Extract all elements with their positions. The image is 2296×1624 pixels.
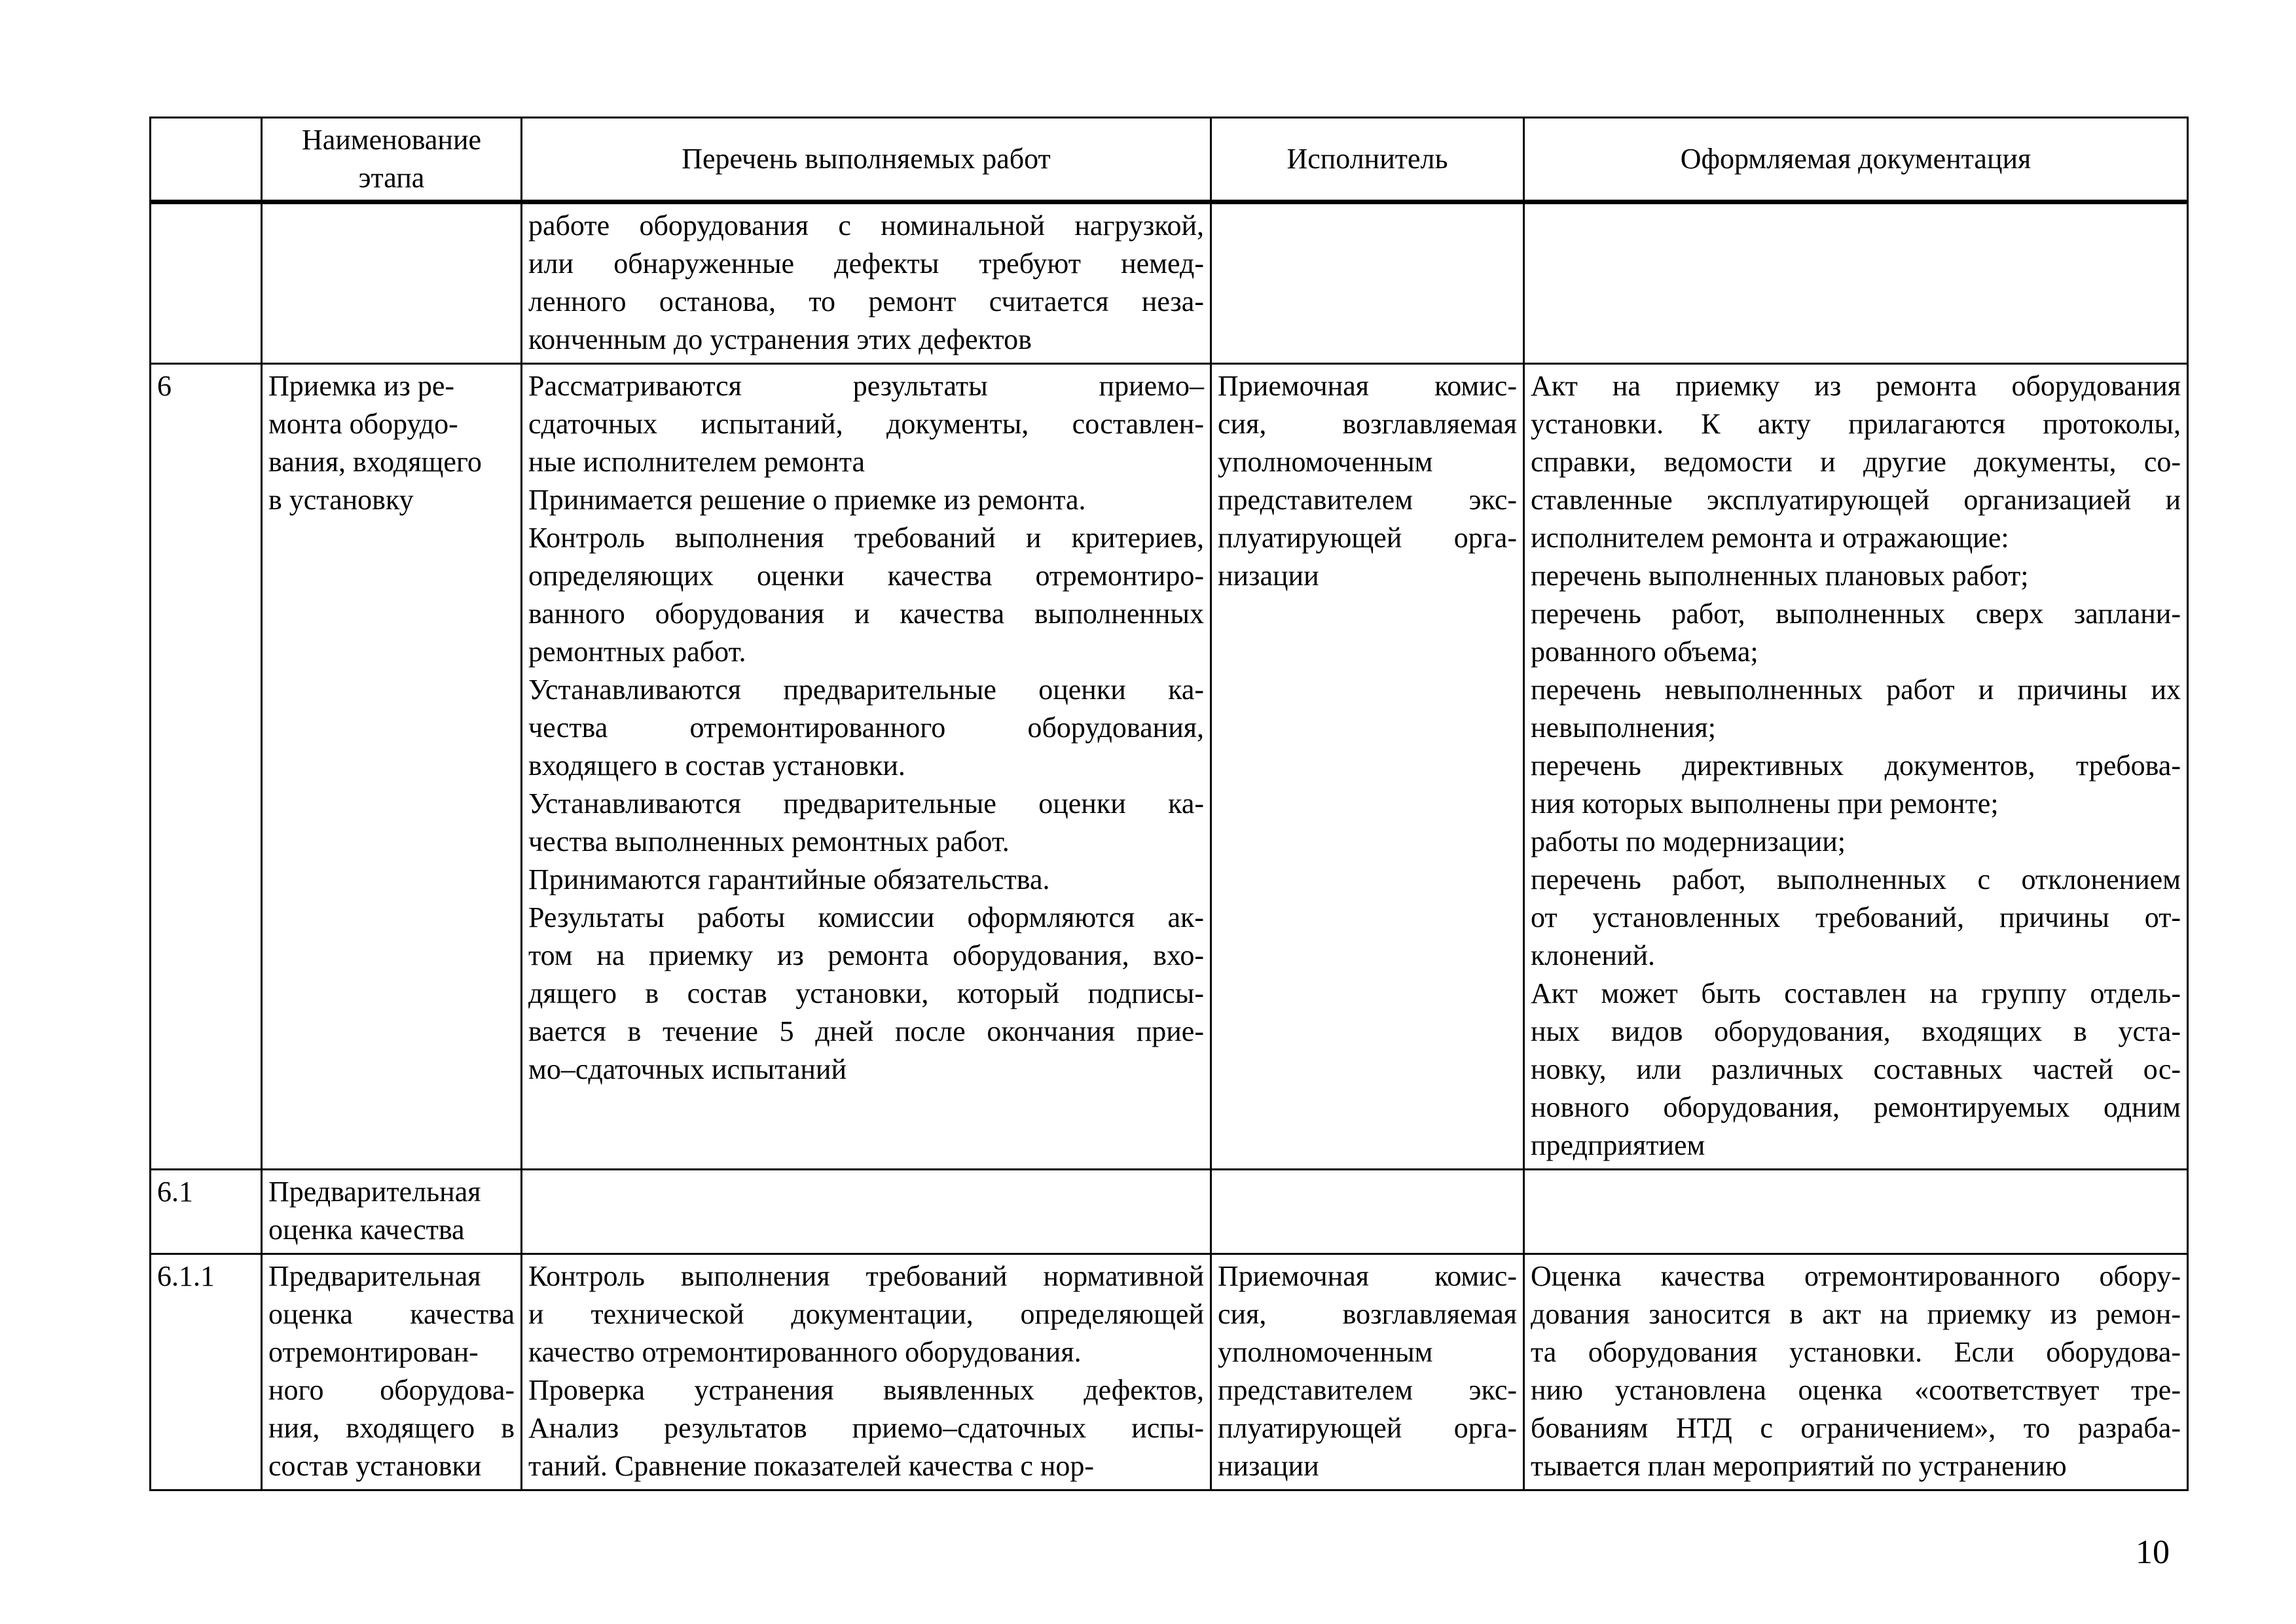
cell-works-list — [522, 1254, 1211, 1490]
table-row — [151, 1254, 2188, 1490]
cell-stage-name-line: оценка качества — [268, 1214, 465, 1246]
cell-works-list-line: качество отремонтированного оборудования. — [528, 1336, 1082, 1368]
cell-documentation-line: перечень работ, выполненных с отклонением — [1531, 863, 2181, 895]
cell-number: 6 — [151, 364, 262, 1170]
cell-documentation-line: рованного объема; — [1531, 636, 1758, 668]
cell-works-list — [522, 1170, 1211, 1254]
cell-documentation-line: перечень директивных документов, требова- — [1531, 749, 2181, 782]
header-stage-name-text: Наименование этапа — [301, 124, 482, 194]
cell-stage-name-line: Предварительная — [268, 1176, 481, 1208]
cell-stage-name-line: в установку — [268, 484, 414, 516]
cell-executor-line: уполномоченным — [1218, 1336, 1433, 1368]
cell-documentation-line: невыполнения; — [1531, 712, 1716, 744]
table-row — [151, 202, 2188, 364]
cell-documentation — [1524, 1254, 2188, 1490]
cell-documentation-line: ных видов оборудования, входящих в уста- — [1531, 1015, 2181, 1047]
cell-stage-name — [262, 202, 522, 364]
table-row — [151, 364, 2188, 1170]
cell-executor-line: Приемочная комис- — [1218, 1260, 1517, 1292]
cell-works-list-line: Анализ результатов приемо–сдаточных испы- — [528, 1412, 1204, 1444]
cell-executor — [1211, 1254, 1524, 1490]
cell-works-list-line: ные исполнителем ремонта — [528, 446, 866, 478]
cell-stage-name-line: Предварительная — [268, 1260, 481, 1292]
cell-works-list-line: Проверка устранения выявленных дефектов, — [528, 1374, 1204, 1406]
header-number — [151, 118, 262, 202]
repair-stages-table — [149, 117, 2189, 1491]
cell-stage-name-line: вания, входящего — [268, 446, 482, 478]
cell-works-list-line: определяющих оценки качества отремонтиро- — [528, 560, 1204, 592]
header-stage-name — [262, 118, 522, 202]
cell-works-list-line: или обнаруженные дефекты требуют немед- — [528, 247, 1204, 280]
cell-documentation-line: бованиям НТД с ограничением», то разраба- — [1531, 1412, 2181, 1444]
cell-works-list-line: мо–сдаточных испытаний — [528, 1053, 847, 1085]
cell-executor-line: Приемочная комис- — [1218, 370, 1517, 402]
cell-documentation-line: Акт на приемку из ремонта оборудования — [1531, 370, 2181, 402]
cell-works-list-line: Устанавливаются предварительные оценки ка- — [528, 787, 1204, 820]
cell-documentation-line: от установленных требований, причины от- — [1531, 901, 2181, 933]
cell-executor-line: представителем экс- — [1218, 484, 1517, 516]
cell-works-list-line: вается в течение 5 дней после окончания прие- — [528, 1015, 1204, 1047]
cell-stage-name-line: монта оборудо- — [268, 408, 458, 440]
cell-stage-name-line: ния, входящего в — [268, 1412, 515, 1444]
cell-documentation-line: новного оборудования, ремонтируемых одним — [1531, 1091, 2181, 1123]
cell-works-list-line: таний. Сравнение показателей качества с нор- — [528, 1450, 1095, 1482]
cell-works-list-line: Рассматриваются результаты приемо– — [528, 370, 1204, 402]
cell-works-list-line: работе оборудования с номинальной нагрузкой, — [528, 209, 1204, 242]
cell-works-list — [522, 202, 1211, 364]
cell-documentation-line: перечень невыполненных работ и причины их — [1531, 674, 2181, 706]
cell-documentation-line: дования заносится в акт на приемку из ремон- — [1531, 1298, 2181, 1330]
cell-stage-name-line: отремонтирован- — [268, 1336, 479, 1368]
header-executor: Исполнитель — [1211, 118, 1524, 202]
cell-executor-line: низации — [1218, 1450, 1319, 1482]
cell-stage-name-line: оценка качества — [268, 1298, 515, 1330]
cell-works-list-line: том на приемку из ремонта оборудования, вхо- — [528, 939, 1204, 971]
header-works-list: Перечень выполняемых работ — [522, 118, 1211, 202]
cell-documentation-line: клонений. — [1531, 939, 1656, 971]
cell-documentation-line: ставленные эксплуатирующей организацией и — [1531, 484, 2181, 516]
cell-executor — [1211, 202, 1524, 364]
cell-works-list-line: Принимаются гарантийные обязательства. — [528, 863, 1050, 895]
cell-works-list-line: ванного оборудования и качества выполненных — [528, 598, 1204, 630]
cell-documentation-line: та оборудования установки. Если оборудова- — [1531, 1336, 2181, 1368]
cell-number: 6.1.1 — [151, 1254, 262, 1490]
cell-works-list-line: Результаты работы комиссии оформляются ак- — [528, 901, 1204, 933]
cell-documentation-line: новку, или различных составных частей ос- — [1531, 1053, 2181, 1085]
cell-executor-line: уполномоченным — [1218, 446, 1433, 478]
cell-stage-name — [262, 1254, 522, 1490]
cell-executor — [1211, 1170, 1524, 1254]
cell-stage-name — [262, 1170, 522, 1254]
page-number: 10 — [2136, 1534, 2170, 1571]
cell-executor-line: сия, возглавляемая — [1218, 408, 1517, 440]
cell-documentation-line: Акт может быть составлен на группу отдель- — [1531, 977, 2181, 1009]
table-header-row — [151, 118, 2188, 202]
cell-works-list-line: сдаточных испытаний, документы, составлен- — [528, 408, 1204, 440]
table-row — [151, 1170, 2188, 1254]
cell-documentation-line: нию установлена оценка «соответствует тре- — [1531, 1374, 2181, 1406]
cell-documentation-line: установки. К акту прилагаются протоколы, — [1531, 408, 2181, 440]
cell-documentation — [1524, 364, 2188, 1170]
cell-works-list-line: чества выполненных ремонтных работ. — [528, 825, 1010, 857]
cell-documentation-line: справки, ведомости и другие документы, со- — [1531, 446, 2181, 478]
cell-documentation-line: перечень выполненных плановых работ; — [1531, 560, 2029, 592]
cell-documentation-line: Оценка качества отремонтированного обору- — [1531, 1260, 2181, 1292]
cell-documentation-line: работы по модернизации; — [1531, 825, 1846, 857]
cell-works-list-line: Контроль выполнения требований и критериев, — [528, 522, 1204, 554]
cell-documentation-line: исполнителем ремонта и отражающие: — [1531, 522, 2009, 554]
cell-works-list-line: дящего в состав установки, который подписы- — [528, 977, 1204, 1009]
cell-executor-line: представителем экс- — [1218, 1374, 1517, 1406]
cell-stage-name-line: ного оборудова- — [268, 1374, 515, 1406]
cell-documentation-line: перечень работ, выполненных сверх заплани- — [1531, 598, 2181, 630]
cell-stage-name-line: состав установки — [268, 1450, 482, 1482]
cell-documentation-line: предприятием — [1531, 1129, 1705, 1161]
cell-stage-name-line: Приемка из ре- — [268, 370, 455, 402]
cell-documentation — [1524, 1170, 2188, 1254]
cell-works-list-line: и технической документации, определяющей — [528, 1298, 1204, 1330]
cell-number — [151, 202, 262, 364]
cell-executor-line: плуатирующей орга- — [1218, 522, 1517, 554]
cell-stage-name — [262, 364, 522, 1170]
cell-works-list-line: конченным до устранения этих дефектов — [528, 323, 1032, 355]
cell-works-list-line: ремонтных работ. — [528, 636, 746, 668]
cell-works-list-line: ленного останова, то ремонт считается неза- — [528, 285, 1204, 317]
cell-documentation-line: тывается план мероприятий по устранению — [1531, 1450, 2067, 1482]
cell-documentation-line: ния которых выполнены при ремонте; — [1531, 787, 1999, 820]
cell-works-list-line: чества отремонтированного оборудования, — [528, 712, 1204, 744]
cell-works-list-line: Принимается решение о приемке из ремонта. — [528, 484, 1086, 516]
cell-works-list — [522, 364, 1211, 1170]
cell-executor-line: плуатирующей орга- — [1218, 1412, 1517, 1444]
cell-works-list-line: Устанавливаются предварительные оценки ка- — [528, 674, 1204, 706]
cell-works-list-line: Контроль выполнения требований нормативной — [528, 1260, 1204, 1292]
cell-documentation — [1524, 202, 2188, 364]
cell-number: 6.1 — [151, 1170, 262, 1254]
cell-executor-line: сия, возглавляемая — [1218, 1298, 1517, 1330]
header-documentation: Оформляемая документация — [1524, 118, 2188, 202]
cell-executor — [1211, 364, 1524, 1170]
cell-executor-line: низации — [1218, 560, 1319, 592]
cell-works-list-line: входящего в состав установки. — [528, 749, 905, 782]
